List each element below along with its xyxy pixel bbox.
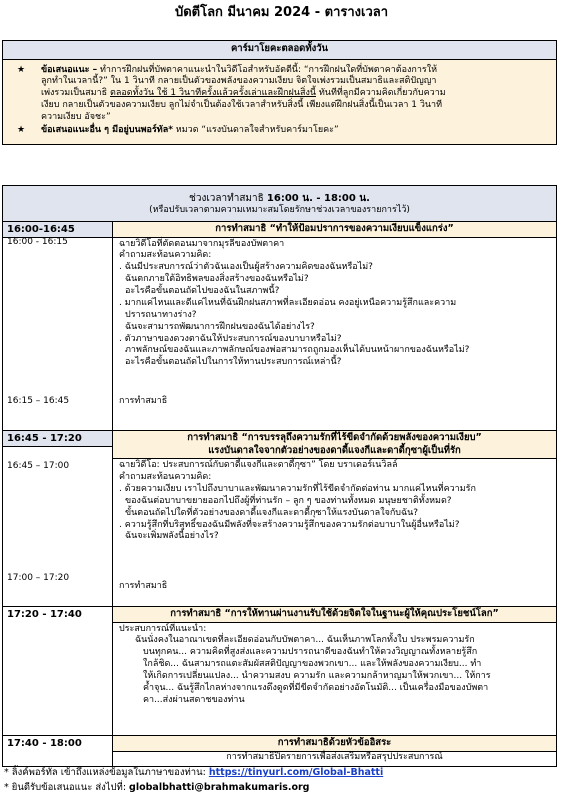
karma-yoga-box <box>2 40 557 145</box>
session-title-line: แรงบันดาลใจจากตัวอย่างของดาดี้แจงกีและดาดี้กุซาผู้เป็นที่รัก <box>208 444 461 456</box>
session-line: บนทุกคน... ความคิดที่สูงส่งและความปรารถนาดีของฉันทำให้ดวงวิญญาณทั้งหลายรู้สึก <box>143 647 478 658</box>
session-line: คำถามสะท้อนความคิด: <box>119 472 212 482</box>
karma-yoga-heading: คาร์มาโยคะตลอดทั้งวัน <box>3 41 556 60</box>
session-line: ฉันนั่งคงในอาณาเขตที่ละเอียดอ่อนกับบัพตาคา... ฉันเห็นภาพโลกทั้งใบ ประพรมความรัก <box>135 635 475 646</box>
other-suggestion-text: หมวด “แรงบันดาลใจสำหรับคาร์มาโยคะ” <box>172 124 339 135</box>
content-cell <box>113 222 556 430</box>
session-title: การทำสมาธิ “การให้ทานผ่านงานรับใช้ด้วยจิตใจในฐานะผู้ให้คุณประโยชน์โลก” <box>113 607 556 623</box>
feedback-email[interactable]: globalbhatti@brahmakumaris.org <box>129 781 310 793</box>
session-line: ฉายวิดีโอที่ตัดตอนมาจากมุรลีของบัพตาคา <box>119 238 285 249</box>
meditation-label: การทำสมาธิ <box>119 581 168 592</box>
session-title: การทำสมาธิ “ทำให้ป้อมปราการของความเงียบแข็งแกร่ง” <box>113 222 556 238</box>
session-line: ฉันจะเพิ่มพลังนี้อย่างไร? <box>125 531 219 542</box>
time-slot: 17:20 - 17:40 <box>7 609 82 621</box>
session-line: ฉันจะสามารถพัฒนาการฝึกฝนของฉันได้อย่างไร? <box>125 321 315 332</box>
suggestion-text: เงียบ กลายเป็นตัวของความเงียบ ลูกไม่จำเป็นต้องใช้เวลาสำหรับสิ่งนี้ เพียงแต่ฝึกฝนสิ่งนี้เป็นเวลา 1 วินาที <box>41 100 443 111</box>
session-line: ภาพลักษณ์ของฉันและภาพลักษณ์ของพ่อสามารถถูกมองเห็นได้บนหน้าผากของฉันหรือไม่? <box>125 345 470 356</box>
session-line: ปรารถนาทางร่าง? <box>125 309 197 320</box>
session-body <box>113 623 556 709</box>
content-cell <box>113 607 556 735</box>
session-line: ฉันตกภายใต้อิทธิพลของสิ่งสร้างของฉันหรือไม่? <box>125 274 309 285</box>
suggestion-item <box>17 64 548 124</box>
suggestion-text: เพ่งรวมเป็นสมาธิ <box>41 88 110 99</box>
portal-label: * ลิ้งค์พอร์ทัล เข้าถึงแหล่งข้อมูลในภาษาของท่าน: <box>4 767 209 778</box>
session-body <box>113 238 556 372</box>
schedule-header <box>3 186 556 222</box>
session-line: ให้เกิดการเปลี่ยนแปลง... นำความสงบ ความรัก และความกล้าหาญมาให้พวกเขา... ให้การ <box>143 671 491 682</box>
page-title: บัดตีโลก มีนาคม 2024 - ตารางเวลา <box>174 5 389 20</box>
star-icon: ★ <box>17 124 26 135</box>
session-line: คา...ส่งผ่านสดาชของท่าน <box>143 694 245 705</box>
schedule-table <box>2 185 557 767</box>
session-title <box>113 431 556 459</box>
session-line: . ด้วยความเงียบ เราไปถึงบาบาและพัฒนาความรักที่ไร้ขีดจำกัดต่อท่าน มากแค่ไหนที่ความรัก <box>119 483 476 494</box>
session-line: คำถามสะท้อนความคิด: <box>119 250 212 261</box>
sub-time: 16:15 – 16:45 <box>7 396 70 407</box>
sub-time: 17:00 – 17:20 <box>7 573 70 584</box>
content-cell <box>113 431 556 606</box>
star-icon: ★ <box>17 64 26 75</box>
suggestion-underlined: ตลอดทั้งวัน ใช้ 1 วินาทีครั้งแล้วครั้งเล่าและฝึกฝนสิ่งนี้ <box>110 88 316 99</box>
time-cell <box>3 222 113 430</box>
time-cell <box>3 607 113 735</box>
session-title-line: การทำสมาธิ “การบรรลุถึงความรักที่ไร้ขีดจำกัดด้วยพลังของความเงียบ” <box>187 432 482 444</box>
header-note: (หรือปรับเวลาตามความเหมาะสมโดยรักษาช่วงเวลาของรายการไว้) <box>149 205 410 216</box>
session-line: อะไรคือขั้นตอนถัดไปในการให้ทานประสบการณ์เหล่านี้? <box>125 357 342 368</box>
session-line: ประสบการณ์ที่แนะนำ: <box>119 623 207 634</box>
session-line: อะไรคือขั้นตอนถัดไปของฉันในสภาพนี้? <box>125 286 280 297</box>
schedule-row <box>3 431 556 607</box>
other-suggestion-item <box>17 124 548 137</box>
session-line: ฉายวิดีโอ: ประสบการณ์กับดาดี้แจงกีและดาดี้กุซา” โดย บราเดอร์เนวิลล์ <box>119 460 398 471</box>
suggestion-text: ทันทีที่ลูกมีความคิดเกี่ยวกับความ <box>316 88 446 99</box>
sub-time: 16:00 - 16:15 <box>7 237 68 248</box>
session-line: ใกล้ชิด... ฉันสามารถแตะสัมผัสสติปัญญาของพวกเขา... และให้พลังของความเงียบ... ทำ <box>143 659 482 670</box>
time-cell <box>3 431 113 606</box>
session-line: . ความรู้สึกที่บริสุทธิ์ของฉันมีพลังที่จะสร้างความรู้สึกของความรักต่อบาบาในผู้อื่นหรือไม่? <box>119 519 460 530</box>
session-line: . มากแค่ไหนและดีแค่ไหนที่ฉันฝึกฝนสภาพที่ละเอียดอ่อน คงอยู่เหนือความรู้สึกและความ <box>119 297 457 308</box>
time-slot: 17:40 - 18:00 <box>7 738 82 750</box>
header-time-range: 16:00 น. - 18:00 น. <box>266 193 370 204</box>
time-slot: 16:00-16:45 <box>3 222 112 238</box>
suggestion-text: ทำการฝึกฝนที่บัพตาคาแนะนำในวิดีโอสำหรับอัตตีนี้: “การฝึกฝนใดที่บัพตาคาต้องการให้ <box>97 64 438 75</box>
suggestion-lead: ข้อเสนอแนะ – <box>41 64 98 75</box>
session-line: . ตัวภาษาของดวงตาฉันให้ประสบการณ์ของบาบาหรือไม่? <box>119 333 342 344</box>
time-slot: 16:45 - 17:20 <box>3 431 112 447</box>
other-suggestion-lead: ข้อเสนอแนะอื่น ๆ มีอยู่บนพอร์ทัล* <box>41 124 173 135</box>
karma-yoga-body <box>3 60 556 144</box>
session-line: ค้ำจุน... ฉันรู้สึกไกลห่างจากแรงดึงดูดที่มีขีดจำกัดอย่างอัตโนมัติ... เป็นเครื่องมือของบัพตา <box>143 682 489 693</box>
sub-time: 16:45 – 17:00 <box>7 461 70 472</box>
meditation-label: การทำสมาธิ <box>119 396 168 407</box>
session-line: ขั้นตอนถัดไปใดที่ตัวอย่างของดาดี้แจงกีและดาดี้กุซาให้แรงบันดาลใจกับฉัน? <box>125 507 419 518</box>
session-body <box>113 459 556 545</box>
feedback-label: * ยินดีรับข้อเสนอแนะ ส่งไปที่: <box>4 781 130 793</box>
header-label: ช่วงเวลาทำสมาธิ <box>189 193 267 204</box>
suggestion-text: ความเงียบ อัจชะ” <box>41 112 111 123</box>
schedule-row <box>3 607 556 736</box>
session-line: . ฉันมีประสบการณ์ว่าตัวฉันเองเป็นผู้สร้างความคิดของฉันหรือไม่? <box>119 262 373 273</box>
session-line: ของฉันต่อบาบาขยายออกไปถึงผู้ที่ท่านรัก – ลูก ๆ ของท่านทั้งหมด มนุษยชาติทั้งหมด? <box>125 495 452 506</box>
suggestion-text: ลูกทำในเวลานี้?” ใน 1 วินาที กลายเป็นตัวของพลังของความเงียบ จิตใจเพ่งรวมเป็นสมาธิและสติปัญญา <box>41 76 437 87</box>
session-line: การทำสมาธิปิดรายการเพื่อส่งเสริมหรือสรุปประสบการณ์ <box>226 751 443 762</box>
time-cell <box>3 736 113 766</box>
portal-link[interactable]: https://tinyurl.com/Global-Bhatti <box>208 767 384 778</box>
footer <box>4 767 559 796</box>
session-title: การทำสมาธิด้วยหัวข้ออิสระ <box>113 736 556 752</box>
schedule-row <box>3 222 556 431</box>
content-cell <box>113 736 556 766</box>
schedule-row <box>3 736 556 766</box>
